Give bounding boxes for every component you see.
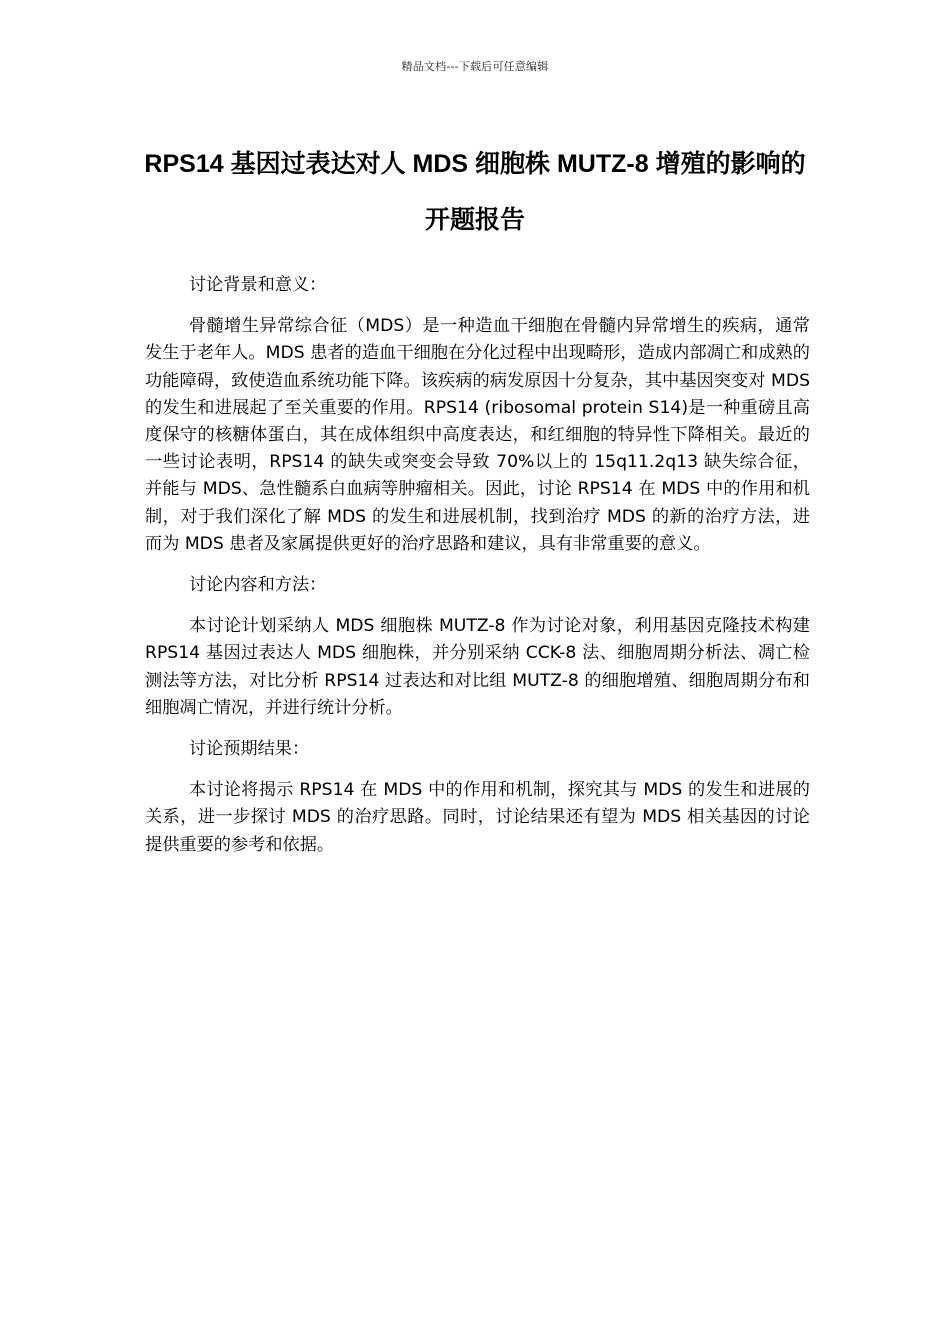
section-heading-methods: 讨论内容和方法： xyxy=(188,575,327,596)
section-body-expected-results: 本讨论将揭示 RPS14 在 MDS 中的作用和机制，探究其与 MDS 的发生和进展的关系，进一步探讨 MDS 的治疗思路。同时，讨论结果还有望为 MDS 相关基因的讨论提供重要的参考和依据。 xyxy=(145,780,810,855)
document-title: RPS14 基因过表达对人 MDS 细胞株 MUTZ-8 增殖的影响的开题报告 xyxy=(144,150,806,234)
section-body-methods: 本讨论计划采纳人 MDS 细胞株 MUTZ-8 作为讨论对象，利用基因克隆技术构建 RPS14 基因过表达人 MDS 细胞株，并分别采纳 CCK-8 法、细胞周期分析法、凋亡检测法等方法，对比分析 RPS14 过表达和对比组 MUTZ-8 的细胞增殖、细胞周期分布和细胞凋亡情况，并进行统计分析。 xyxy=(145,616,810,718)
section-heading-background: 讨论背景和意义： xyxy=(188,275,327,295)
page-header: 精品文档---下载后可任意编辑 xyxy=(401,60,549,73)
section-body-background: 骨髓增生异常综合征（MDS）是一种造血干细胞在骨髓内异常增生的疾病，通常发生于老年人。MDS 患者的造血干细胞在分化过程中出现畸形，造成内部凋亡和成熟的功能障碍，致使造血系统功能下降。该疾病的病发原因十分复杂，其中基因突变对 MDS 的发生和进展起了至关重要的作用。RPS14 (ribosomal protein S14)是一种重磅且高度保守的核糖体蛋白，其在成体组织中高度表达，和红细胞的特异性下降相关。最近的一些讨论表明，RPS14 的缺失或突变会导致 70%以上的 15q11.2q13 缺失综合征，并能与 MDS、急性髓系白血病等肿瘤相关。因此，讨论 RPS14 在 MDS 中的作用和机制，对于我们深化了解 MDS 的发生和进展机制，找到治疗 MDS 的新的治疗方法，进而为 MDS 患者及家属提供更好的治疗思路和建议，具有非常重要的意义。 xyxy=(145,316,810,554)
document-body xyxy=(145,272,810,873)
section-heading-expected-results: 讨论预期结果： xyxy=(188,739,310,760)
